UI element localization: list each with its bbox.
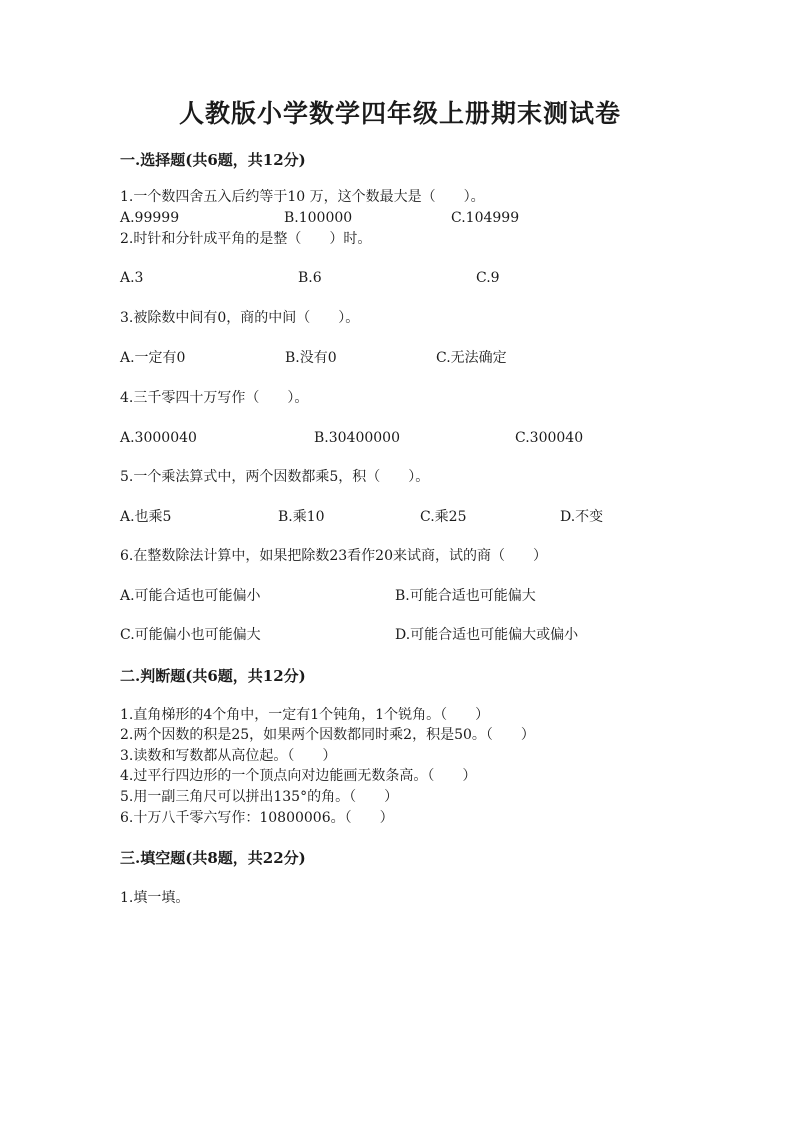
true-false-item-2: 2.两个因数的积是25，如果两个因数都同时乘2，积是50。（ ） bbox=[120, 727, 535, 743]
question-2-option-c: C.9 bbox=[476, 270, 500, 286]
section-heading-fill-blank: 三.填空题(共8题，共22分) bbox=[120, 849, 306, 867]
section-heading-choice: 一.选择题(共6题，共12分) bbox=[120, 151, 306, 169]
question-2-option-a: A.3 bbox=[120, 270, 144, 286]
question-5-option-d: D.不变 bbox=[560, 509, 604, 525]
question-6-option-d: D.可能合适也可能偏大或偏小 bbox=[395, 627, 579, 643]
question-4-option-b: B.30400000 bbox=[314, 430, 400, 446]
page-title: 人教版小学数学四年级上册期末测试卷 bbox=[178, 99, 621, 128]
question-3-text: 3.被除数中间有0，商的中间（ ）。 bbox=[120, 310, 360, 326]
question-6-option-c: C.可能偏小也可能偏大 bbox=[120, 627, 261, 643]
question-5-option-a: A.也乘5 bbox=[120, 509, 172, 525]
question-4-text: 4.三千零四十万写作（ ）。 bbox=[120, 390, 309, 406]
question-2-option-b: B.6 bbox=[298, 270, 322, 286]
question-1-option-c: C.104999 bbox=[451, 210, 520, 226]
question-6-text: 6.在整数除法计算中，如果把除数23看作20来试商，试的商（ ） bbox=[120, 548, 547, 564]
question-3-option-b: B.没有0 bbox=[285, 350, 337, 366]
question-4-option-a: A.3000040 bbox=[120, 430, 197, 446]
question-6-option-b: B.可能合适也可能偏大 bbox=[395, 588, 536, 604]
true-false-item-4: 4.过平行四边形的一个顶点向对边能画无数条高。（ ） bbox=[120, 768, 477, 784]
question-2-text: 2.时针和分针成平角的是整（ ）时。 bbox=[120, 231, 372, 247]
true-false-item-1: 1.直角梯形的4个角中，一定有1个钝角，1个锐角。（ ） bbox=[120, 707, 490, 723]
question-4-option-c: C.300040 bbox=[515, 430, 584, 446]
question-3-option-c: C.无法确定 bbox=[436, 350, 507, 366]
question-6-option-a: A.可能合适也可能偏小 bbox=[120, 588, 261, 604]
question-1-option-b: B.100000 bbox=[284, 210, 353, 226]
question-5-text: 5.一个乘法算式中，两个因数都乘5，积（ ）。 bbox=[120, 469, 430, 485]
true-false-item-6: 6.十万八千零六写作：10800006。（ ） bbox=[120, 810, 394, 826]
question-5-option-b: B.乘10 bbox=[278, 509, 325, 525]
question-3-option-a: A.一定有0 bbox=[120, 350, 186, 366]
fill-blank-item-1: 1.填一填。 bbox=[120, 890, 190, 906]
question-1-text: 1.一个数四舍五入后约等于10 万，这个数最大是（ ）。 bbox=[120, 189, 485, 205]
question-5-option-c: C.乘25 bbox=[420, 509, 467, 525]
question-1-option-a: A.99999 bbox=[120, 210, 180, 226]
true-false-item-5: 5.用一副三角尺可以拼出135°的角。（ ） bbox=[120, 789, 399, 805]
true-false-item-3: 3.读数和写数都从高位起。（ ） bbox=[120, 748, 337, 764]
section-heading-true-false: 二.判断题(共6题，共12分) bbox=[120, 667, 306, 685]
